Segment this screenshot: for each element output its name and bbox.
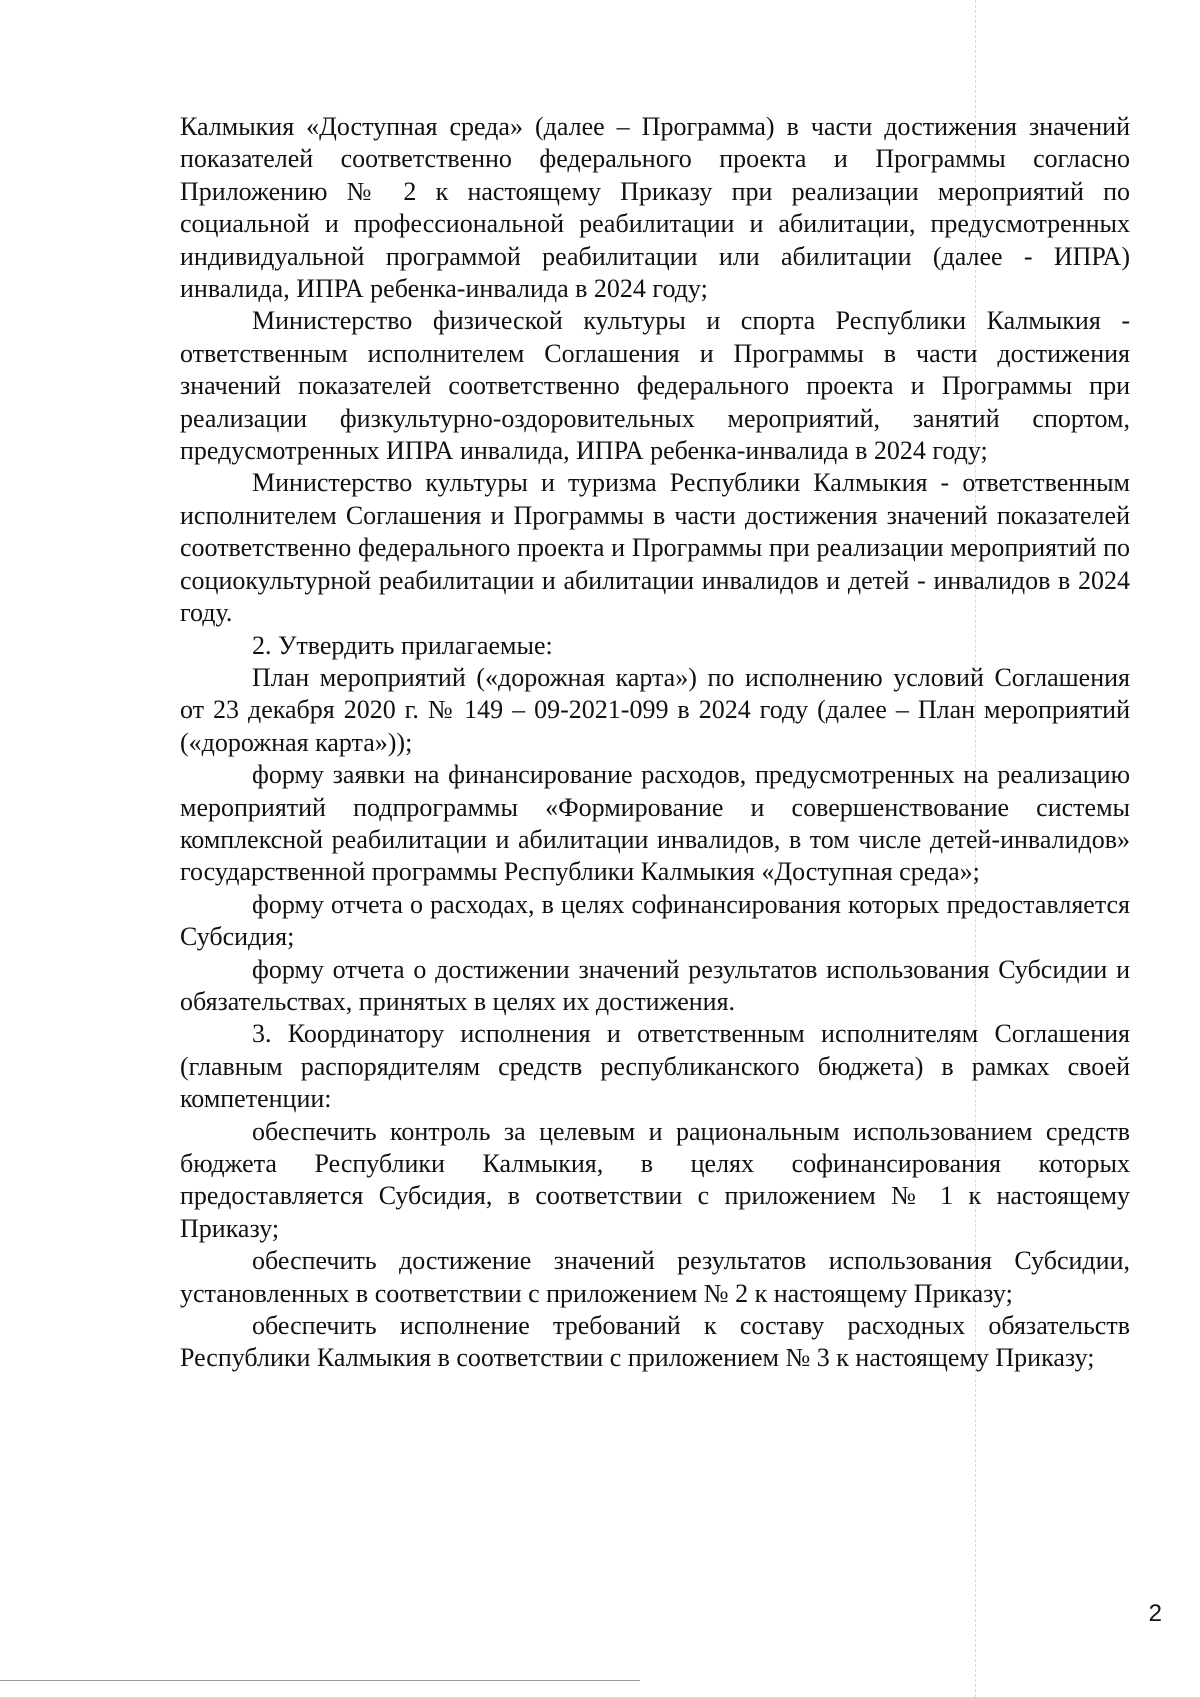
paragraph-ministry-sport: Министерство физической культуры и спорта Республики Калмыкия - ответственным исполнителем Соглашения и Программы в части достижения значений показателей соответственно федерального проекта и Программы при реализации физкультурно-оздоровительных мероприятий, занятий спортом, предусмотренных ИПРА инвалида, ИПРА ребенка-инвалида в 2024 году;: [180, 306, 1130, 466]
page-number: 2: [1148, 1600, 1162, 1627]
paragraph-ministry-culture: Министерство культуры и туризма Республики Калмыкия - ответственным исполнителем Соглашения и Программы в части достижения значений показателей соответственно федерального проекта и Программы при реализации мероприятий по социокультурной реабилитации и абилитации инвалидов и детей - инвалидов в 2024 году.: [180, 468, 1130, 628]
paragraph-item-3-coordinator: 3. Координатору исполнения и ответственным исполнителям Соглашения (главным распорядителям средств республиканского бюджета) в рамках своей компетенции:: [180, 1019, 1130, 1114]
bottom-rule: [0, 1680, 640, 1681]
paragraph-ministry-social-continued: Калмыкия «Доступная среда» (далее – Программа) в части достижения значений показателей соответственно федерального проекта и Программы согласно Приложению № 2 к настоящему Приказу при реализации мероприятий по социальной и профессиональной реабилитации и абилитации, предусмотренных индивидуальной программой реабилитации или абилитации (далее - ИПРА) инвалида, ИПРА ребенка-инвалида в 2024 году;: [180, 112, 1130, 304]
paragraph-roadmap-plan: План мероприятий («дорожная карта») по исполнению условий Соглашения от 23 декабря 2020 г. № 149 – 09-2021-099 в 2024 году (далее – План мероприятий («дорожная карта»));: [180, 662, 1130, 757]
document-body: [180, 111, 1130, 1375]
paragraph-expense-report-form: форму отчета о расходах, в целях софинансирования которых предоставляется Субсидия;: [180, 889, 1130, 952]
paragraph-financing-request-form: форму заявки на финансирование расходов, предусмотренных на реализацию мероприятий подпрограммы «Формирование и совершенствование системы комплексной реабилитации и абилитации инвалидов, в том числе детей-инвалидов» государственной программы Республики Калмыкия «Доступная среда»;: [180, 760, 1130, 887]
paragraph-ensure-results: обеспечить достижение значений результатов использования Субсидии, установленных в соответствии с приложением № 2 к настоящему Приказу;: [180, 1246, 1130, 1308]
paragraph-ensure-control: обеспечить контроль за целевым и рациональным использованием средств бюджета Республики Калмыкия, в целях софинансирования которых предоставляется Субсидия, в соответствии с приложением № 1 к настоящему Приказу;: [180, 1116, 1130, 1243]
paragraph-item-2-approve: 2. Утвердить прилагаемые:: [252, 630, 553, 660]
paragraph-results-report-form: форму отчета о достижении значений результатов использования Субсидии и обязательствах, принятых в целях их достижения.: [180, 954, 1130, 1016]
paragraph-ensure-requirements: обеспечить исполнение требований к составу расходных обязательств Республики Калмыкия в соответствии с приложением № 3 к настоящему Приказу;: [180, 1311, 1130, 1373]
